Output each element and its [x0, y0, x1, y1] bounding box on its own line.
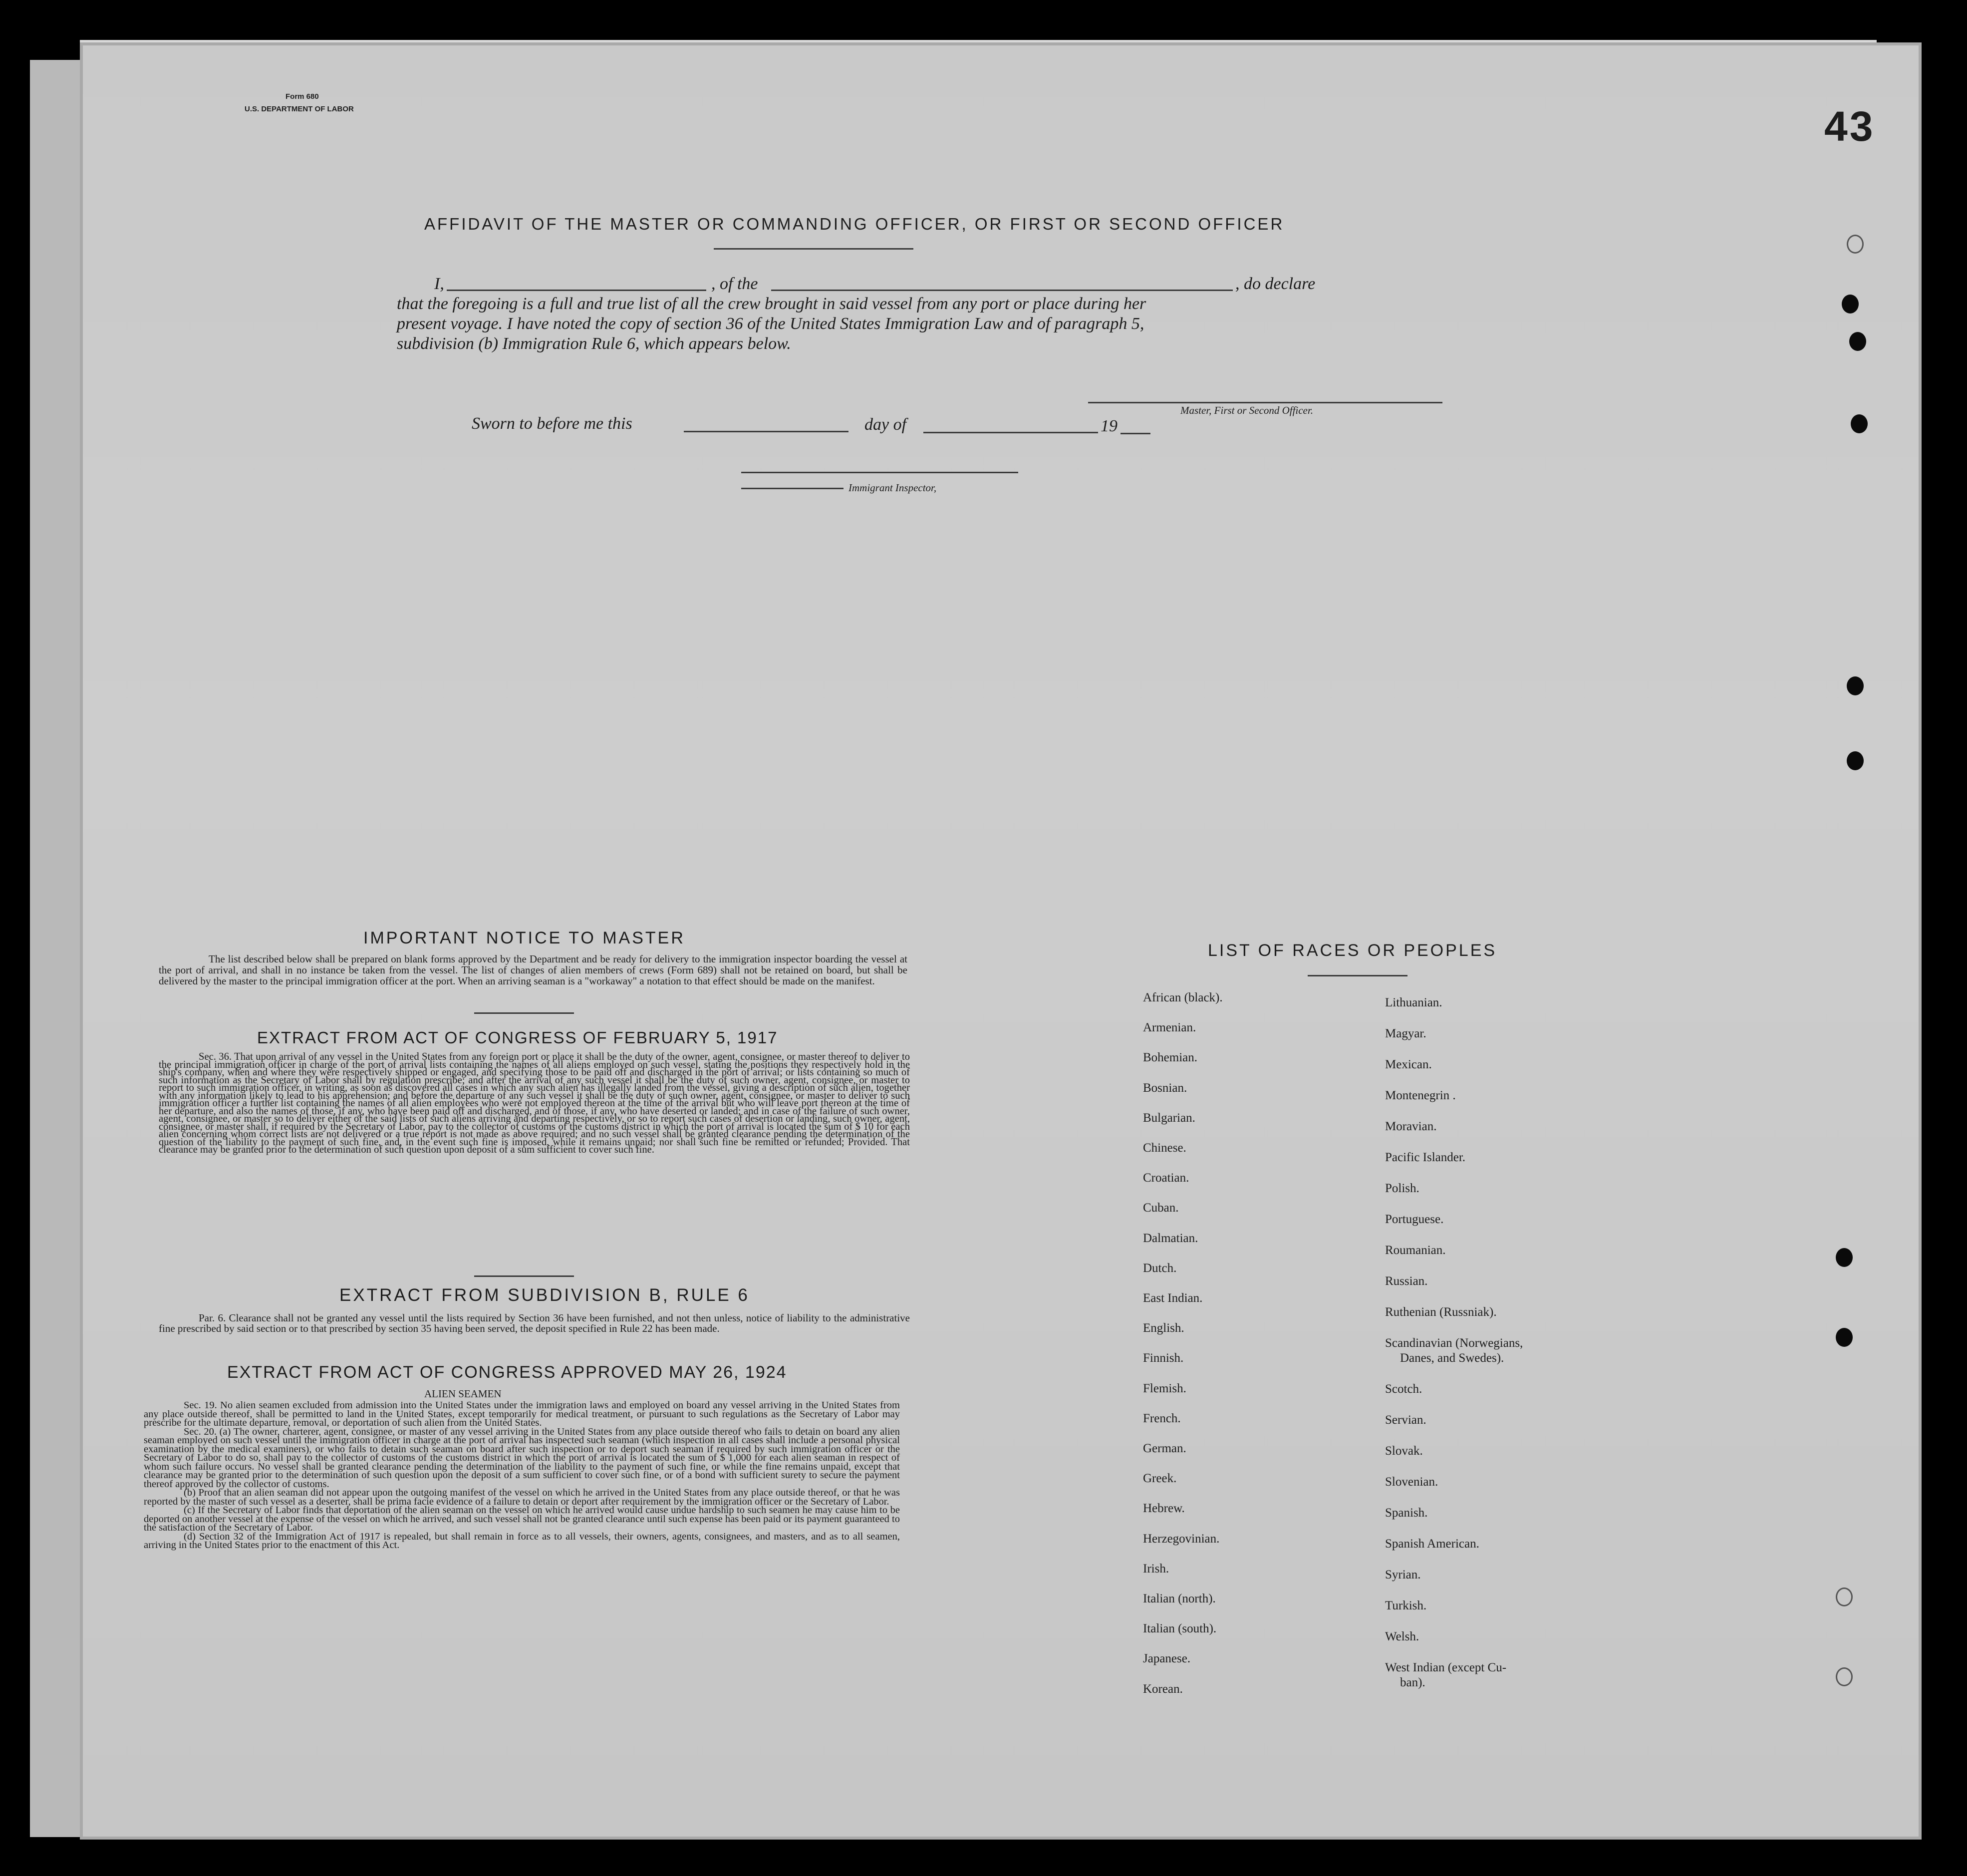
race-item: Croatian.	[1143, 1171, 1189, 1185]
year-prefix: 19	[1101, 417, 1118, 435]
sec-20a: Sec. 20. (a) The owner, charterer, agent, consignee, or master of any vessel arriving in the United States from any place outside thereof who fails to detain on board any alien seaman employed on such vessel until the immigration officer in charge at the port of arrival has inspected such seaman (which inspection in all cases shall include a personal physical examination by the medical examiners), or who fails to detain such seaman on board after such inspection or to deport such seaman if required by such immigration officer or the Secretary of Labor to do so, shall pay to the collector of customs of the customs district in which the port of arrival is located the sum of $ 1,000 for each alien seaman in respect of whom such failure occurs. No vessel shall be granted clearance pending the determination of the liability to the payment of such fine, or while the fine remains unpaid, except that clearance may be granted prior to the determination of such question upon the deposit of a sum sufficient to cover such fine, or of a bond with sufficient surety to secure the payment thereof approved by the collector of customs.	[144, 1426, 900, 1490]
punch-hole	[1836, 1667, 1853, 1686]
signature-line[interactable]	[1088, 402, 1442, 403]
department-name: U.S. DEPARTMENT OF LABOR	[245, 105, 354, 113]
race-item: Roumanian.	[1385, 1244, 1446, 1257]
race-item: Ruthenian (Russniak).	[1385, 1305, 1497, 1319]
race-item: Irish.	[1143, 1562, 1169, 1575]
race-item: Spanish American.	[1385, 1537, 1479, 1551]
punch-hole	[1836, 1587, 1853, 1606]
extract-1924-title: EXTRACT FROM ACT OF CONGRESS APPROVED MAY 26, 1924	[227, 1363, 787, 1382]
race-item: Servian.	[1385, 1413, 1426, 1427]
race-item: Mexican.	[1385, 1058, 1432, 1071]
notice-text: The list described below shall be prepared on blank forms approved by the Department and be ready for delivery to the immigration inspector boarding the vessel at the port of arrival, and shall in no instance be taken from the vessel. The list of changes of alien members of crews (Form 689) shall not be retained on board, but shall be delivered by the master to the principal immigration officer at the port. When an arriving seaman is a "workaway" a notation to that effect should be made on the manifest.	[159, 953, 907, 987]
punch-hole	[1851, 414, 1868, 433]
race-item: Syrian.	[1385, 1568, 1421, 1581]
race-item: Chinese.	[1143, 1141, 1186, 1155]
race-item: ban).	[1400, 1676, 1425, 1689]
race-item: Scotch.	[1385, 1382, 1422, 1396]
sec-19: Sec. 19. No alien seamen excluded from admission into the United States under the immigration laws and employed on board any vessel arriving in the United States from any place outside thereof, shall be permitted to land in the United States, except temporarily for medical treatment, or pursuant to such regulations as the Secretary of Labor may prescribe for the ultimate departure, removal, or deportation of such alien from the United States.	[144, 1400, 900, 1428]
year-blank[interactable]	[1121, 433, 1150, 434]
race-item: East Indian.	[1143, 1291, 1203, 1305]
name-blank[interactable]	[447, 290, 706, 291]
extract-1917-title: EXTRACT FROM ACT OF CONGRESS OF FEBRUARY 5, 1917	[257, 1028, 778, 1047]
affidavit-line-3: present voyage. I have noted the copy of section 36 of the United States Immigration Law and of paragraph 5,	[397, 314, 1144, 333]
notice-title: IMPORTANT NOTICE TO MASTER	[363, 929, 685, 947]
section-rule	[474, 1012, 574, 1014]
affidavit-title: AFFIDAVIT OF THE MASTER OR COMMANDING OFFICER, OR FIRST OR SECOND OFFICER	[424, 215, 1285, 233]
race-item: Polish.	[1385, 1182, 1419, 1195]
race-item: Magyar.	[1385, 1027, 1426, 1040]
extract-1917-text	[159, 1053, 910, 1154]
month-blank[interactable]	[923, 432, 1098, 433]
race-item: Portuguese.	[1385, 1213, 1444, 1226]
race-item: Herzegovinian.	[1143, 1532, 1220, 1546]
affidavit-line-2: that the foregoing is a full and true list of all the crew brought in said vessel from any port or place during her	[397, 295, 1146, 313]
race-item: Scandinavian (Norwegians,	[1385, 1336, 1523, 1350]
punch-hole	[1836, 1248, 1853, 1267]
race-item: Finnish.	[1143, 1351, 1184, 1365]
race-item: Lithuanian.	[1385, 996, 1442, 1009]
section-rule	[474, 1275, 574, 1277]
race-item: French.	[1143, 1411, 1181, 1425]
form-number: Form 680	[285, 92, 319, 101]
document-sheet	[80, 42, 1922, 1840]
race-item: Spanish.	[1385, 1506, 1428, 1520]
day-of-text: day of	[864, 415, 907, 434]
race-item: Greek.	[1143, 1472, 1177, 1486]
sworn-text: Sworn to before me this	[472, 414, 632, 433]
punch-hole	[1847, 751, 1864, 770]
inspector-line-2[interactable]	[741, 488, 843, 489]
race-item: Russian.	[1385, 1274, 1428, 1288]
race-item: Moravian.	[1385, 1120, 1437, 1133]
race-item: Hebrew.	[1143, 1502, 1185, 1516]
race-item: Cuban.	[1143, 1201, 1179, 1215]
affidavit-line-4: subdivision (b) Immigration Rule 6, which appears below.	[397, 334, 791, 353]
punch-hole	[1842, 295, 1859, 313]
affidavit-do-declare: , do declare	[1235, 275, 1316, 293]
sworn-day-blank[interactable]	[684, 431, 848, 432]
inspector-label: Immigrant Inspector,	[848, 482, 937, 494]
affidavit-i: I,	[434, 275, 444, 293]
sec-20c: (c) If the Secretary of Labor finds that deportation of the alien seaman on the vessel on which he arrived would cause undue hardship to such seamen he may cause him to be deported on another vessel at the expense of the vessel on which he arrived, and such vessel shall not be granted clearance until such expense has been paid or its payment guaranteed to the satisfaction of the Secretary of Labor.	[144, 1505, 900, 1533]
race-item: Montenegrin .	[1385, 1089, 1456, 1102]
title-rule	[714, 248, 913, 250]
race-item: Bosnian.	[1143, 1081, 1187, 1095]
race-item: Slovak.	[1385, 1444, 1423, 1458]
race-item: African (black).	[1143, 991, 1223, 1004]
races-rule	[1308, 975, 1407, 976]
sec-20b: (b) Proof that an alien seaman did not appear upon the outgoing manifest of the vessel on which he arrived in the United States from any place outside thereof, or that he was reported by the master of such vessel as a deserter, shall be prima facie evidence of a failure to detain or deport after requirement by the immigration officer or the Secretary of Labor.	[144, 1487, 900, 1507]
inspector-line-1	[741, 472, 1018, 473]
punch-hole	[1849, 332, 1866, 351]
vessel-blank[interactable]	[771, 290, 1233, 291]
race-item: Italian (north).	[1143, 1592, 1216, 1605]
race-item: Bohemian.	[1143, 1051, 1198, 1065]
race-item: Turkish.	[1385, 1599, 1427, 1612]
punch-hole	[1847, 676, 1864, 695]
race-item: English.	[1143, 1321, 1184, 1335]
extract-1917-sec: Sec. 36.	[199, 1051, 232, 1062]
race-item: Italian (south).	[1143, 1622, 1217, 1636]
extract-1924-subtitle: ALIEN SEAMEN	[424, 1388, 502, 1400]
race-item: Slovenian.	[1385, 1475, 1438, 1489]
race-item: Welsh.	[1385, 1630, 1419, 1643]
race-item: Korean.	[1143, 1682, 1183, 1696]
race-item: Danes, and Swedes).	[1400, 1351, 1504, 1365]
affidavit-of-the: , of the	[711, 275, 758, 293]
race-item: Dutch.	[1143, 1261, 1177, 1275]
race-item: Bulgarian.	[1143, 1111, 1195, 1125]
punch-hole	[1836, 1328, 1853, 1347]
extract-1924-body	[144, 1401, 900, 1550]
race-item: Dalmatian.	[1143, 1231, 1198, 1245]
race-item: Armenian.	[1143, 1021, 1196, 1035]
race-item: Flemish.	[1143, 1381, 1186, 1395]
extract-rule6-text: Par. 6. Clearance shall not be granted any vessel until the lists required by Section 36 have been furnished, and not then unless, notice of liability to the administrative fine prescribed by said section or to that prescribed by section 35 having been served, the deposit specified in Rule 22 has been made.	[159, 1312, 910, 1334]
punch-hole	[1847, 235, 1864, 254]
sec-20d: (d) Section 32 of the Immigration Act of 1917 is repealed, but shall remain in force as to all vessels, their owners, agents, consignees, and masters, and as to all seamen, arriving in the United States prior to the enactment of this Act.	[144, 1531, 900, 1551]
race-item: Pacific Islander.	[1385, 1151, 1466, 1164]
race-item: Japanese.	[1143, 1652, 1191, 1666]
signature-label: Master, First or Second Officer.	[1180, 404, 1313, 416]
race-item: West Indian (except Cu-	[1385, 1661, 1507, 1674]
page-number: 43	[1824, 103, 1875, 150]
extract-1917-body: That upon arrival of any vessel in the United States from any foreign port or place it shall be the duty of the owner, agent, consignee, or master thereof to deliver to the principal immigration officer in charge of the port of arrival lists containing the names of all aliens employed on such vessel, stating the positions they respectively hold in the ship's company, when and where they were respectively shipped or engaged, and specifying those to be paid off and discharged in the port of arrival; or lists containing so much of such information as the Secretary of Labor shall by regulation prescribe; and after the arrival of any such vessel it shall be the duty of such owner, agent, consignee, or master to report to such immigration officer, in writing, as soon as discovered all cases in which any such alien has illegally landed from the vessel, giving a description of such alien, together with any information likely to lead to his apprehension; and before the departure of any such vessel it shall be the duty of such owner, agent, consignee, or master to deliver to such immigration officer a further list containing the names of all alien employees who were not employed thereon at the time of the arrival but who will leave port thereon at the time of her departure, and also the names of those, if any, who have been paid off and discharged, and of those, if any, who have deserted or landed; and in case of the failure of such owner, agent, consignee, or master so to deliver either of the said lists of such aliens arriving and departing respectively, or so to report such cases of desertion or landing, such owner, agent, consignee, or master shall, if required by the Secretary of Labor, pay to the collector of customs of the customs district in which the port of arrival is located the sum of $ 10 for each alien concerning whom correct lists are not delivered or a true report is not made as above required; and no such vessel shall be granted clearance pending the determination of the question of the liability to the payment of such fine, and, in the event such fine is imposed, while it remains unpaid; nor shall such fine be remitted or refunded; Provided. That clearance may be granted prior to the determination of such question upon deposit of a sum sufficient to cover such fine.	[159, 1051, 910, 1155]
extract-rule6-title: EXTRACT FROM SUBDIVISION B, RULE 6	[339, 1285, 750, 1305]
races-title: LIST OF RACES OR PEOPLES	[1208, 941, 1497, 960]
race-item: German.	[1143, 1442, 1186, 1455]
